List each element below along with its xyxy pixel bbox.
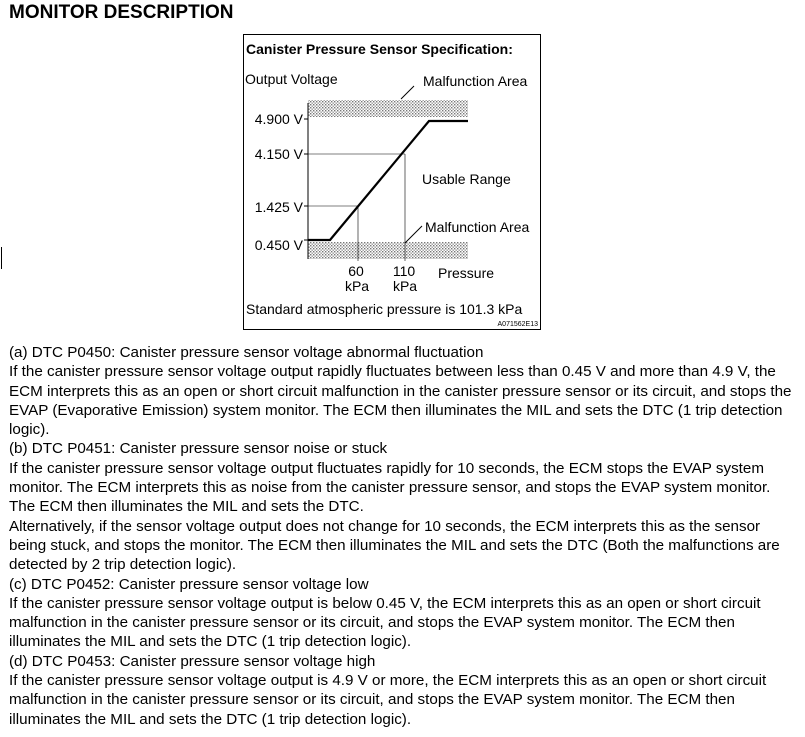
upper-malfunction-label: Malfunction Area [423,73,528,89]
voltage-label-0450: 0.450 V [254,237,303,253]
figure-note: Standard atmospheric pressure is 101.3 kPa [246,301,523,317]
section-heading-p0451: (b) DTC P0451: Canister pressure sensor noise or stuck [9,440,388,458]
upper-malfunction-band [308,100,468,117]
section-heading-p0453: (d) DTC P0453: Canister pressure sensor voltage high [9,652,376,670]
paragraph-p0451-noise: If the canister pressure sensor voltage output fluctuates rapidly for 10 seconds, the ECM stops the EVAP system monitor. The ECM interprets this as noise from the canister pressure sensor, and stops the EVAP system monitor. The ECM then illuminates the MIL and sets the DTC. [9,459,771,516]
y-axis-label: Output Voltage [245,71,338,87]
paragraph-p0452: If the canister pressure sensor voltage output is below 0.45 V, the ECM interprets this as an open or short circuit malfunction in the canister pressure sensor or its circuit, and stops the EVAP system monitor. The ECM then illuminates the MIL and sets the DTC (1 trip detection logic). [9,594,761,651]
paragraph-p0453: If the canister pressure sensor voltage output is 4.9 V or more, the ECM interprets this as an open or short circuit malfunction in the canister pressure sensor or its circuit, and stops the EVAP system monitor. The ECM then illuminates the MIL and sets the DTC (1 trip detection logic). [9,672,767,728]
description-body [9,343,799,729]
voltage-label-1425: 1.425 V [254,199,303,215]
voltage-label-4900: 4.900 V [254,111,303,127]
x-axis-label: Pressure [438,265,495,281]
section-heading-p0450: (a) DTC P0450: Canister pressure sensor voltage abnormal fluctuation [9,344,484,361]
sensor-spec-figure [243,34,541,330]
figure-title: Canister Pressure Sensor Specification: [246,41,513,57]
pressure-tick-110: 110 [392,263,416,279]
pressure-tick-110-unit: kPa [392,278,418,294]
voltage-label-4150: 4.150 V [254,146,303,162]
pressure-tick-60: 60 [348,263,364,279]
paragraph-p0451-stuck: Alternatively, if the sensor voltage output does not change for 10 seconds, the ECM interprets this as the sensor being stuck, and stops the monitor. The ECM then illuminates the MIL and sets the DTC (Both the malfunctions are detected by 2 trip detection logic). [9,517,780,574]
section-heading-p0452: (c) DTC P0452: Canister pressure sensor voltage low [9,575,369,593]
margin-mark [1,247,2,269]
lower-malfunction-leader [405,226,422,243]
lower-malfunction-label: Malfunction Area [425,219,530,235]
pressure-tick-60-unit: kPa [344,278,370,294]
paragraph-p0450: If the canister pressure sensor voltage output rapidly fluctuates between less than 0.45 V and more than 4.9 V, the ECM interprets this as an open or short circuit malfunction in the canister pressure sensor or its circuit, and stops the EVAP (Evaporative Emission) system monitor. The ECM then illuminates the MIL and sets the DTC (1 trip detection logic). [9,363,792,439]
figure-code: A071562E13 [497,321,538,328]
upper-malfunction-leader [401,86,414,99]
usable-range-label: Usable Range [422,171,511,187]
page-title: MONITOR DESCRIPTION [9,2,234,23]
lower-malfunction-band [308,242,468,259]
